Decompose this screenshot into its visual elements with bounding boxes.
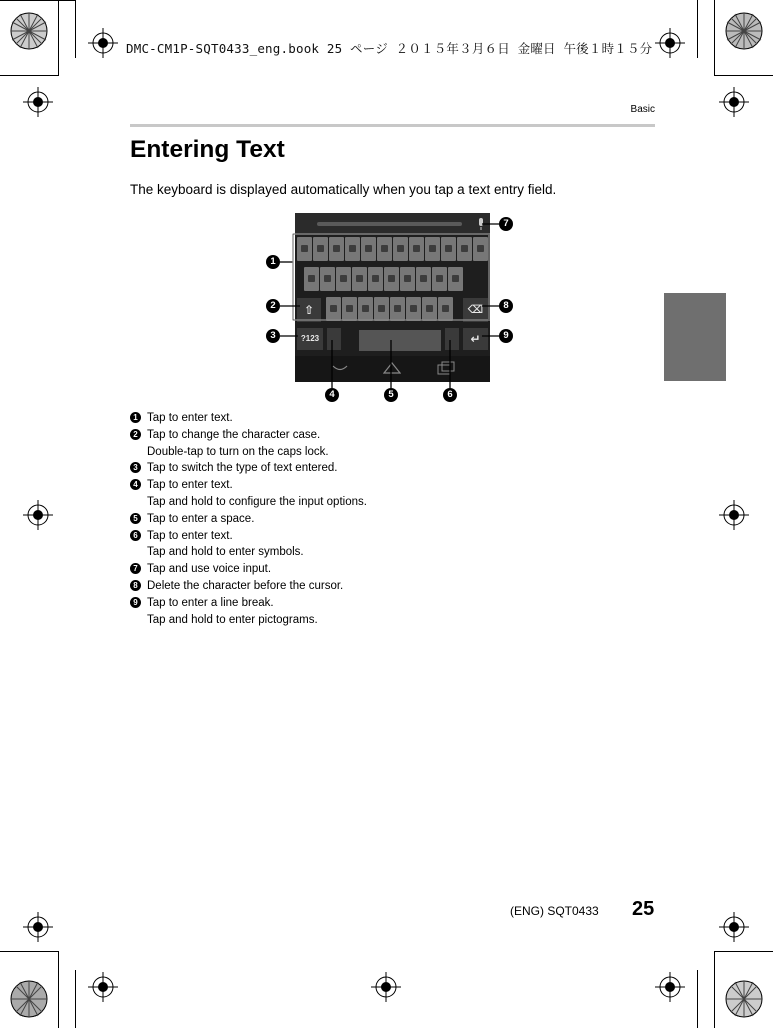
legend-item <box>130 595 550 612</box>
registration-mark-icon <box>655 28 685 58</box>
registration-mark-icon <box>23 87 53 117</box>
legend-item <box>130 427 550 444</box>
registration-mark-icon <box>719 500 749 530</box>
legend-number: 8 <box>130 580 141 591</box>
legend-number: 2 <box>130 429 141 440</box>
legend-text: Tap to enter a line break. <box>147 596 274 609</box>
legend-text: Tap and hold to enter symbols. <box>147 546 304 559</box>
legend-number: 6 <box>130 530 141 541</box>
legend-list <box>130 410 550 628</box>
legend-item <box>130 528 550 545</box>
legend-text: Tap to enter text. <box>147 479 233 492</box>
legend-item <box>130 460 550 477</box>
legend-item-note <box>130 612 550 629</box>
enter-key: ↵ <box>463 328 488 350</box>
registration-mark-icon <box>719 912 749 942</box>
legend-text: Tap to enter text. <box>147 412 233 424</box>
legend-number: 3 <box>130 462 141 473</box>
legend-text: Tap to enter text. <box>147 529 233 542</box>
starburst-mark-icon <box>724 11 764 51</box>
legend-item <box>130 410 550 427</box>
header-rule <box>130 124 655 127</box>
legend-item-note <box>130 494 550 511</box>
callout-2: 2 <box>266 299 280 313</box>
callout-leaders <box>260 210 520 400</box>
legend-item <box>130 578 550 595</box>
footer-code: (ENG) SQT0433 <box>510 904 599 918</box>
legend-text: Tap to switch the type of text entered. <box>147 462 338 475</box>
legend-item <box>130 561 550 578</box>
registration-mark-icon <box>23 912 53 942</box>
backspace-key: ⌫ <box>463 298 488 322</box>
legend-text: Tap to enter a space. <box>147 512 255 525</box>
registration-mark-icon <box>88 28 118 58</box>
print-header: DMC-CM1P-SQT0433_eng.book 25 ページ ２０１５年３月６日 金曜日 午後１時１５分 <box>126 41 653 56</box>
legend-text: Tap and use voice input. <box>147 563 272 576</box>
legend-text: Tap to change the character case. <box>147 428 321 441</box>
legend-text: Delete the character before the cursor. <box>147 579 344 592</box>
registration-mark-icon <box>719 87 749 117</box>
page-title: Entering Text <box>130 136 285 163</box>
page-number: 25 <box>632 898 655 920</box>
intro-text: The keyboard is displayed automatically when you tap a text entry field. <box>130 182 557 197</box>
legend-number: 1 <box>130 412 141 423</box>
callout-9: 9 <box>499 329 513 343</box>
legend-text: Tap and hold to configure the input options. <box>147 495 367 508</box>
legend-item-note <box>130 444 550 461</box>
registration-mark-icon <box>655 972 685 1002</box>
legend-number: 4 <box>130 479 141 490</box>
starburst-mark-icon <box>9 979 49 1019</box>
legend-item <box>130 477 550 494</box>
legend-item <box>130 511 550 528</box>
legend-item-note <box>130 544 550 561</box>
chapter-tab <box>664 293 726 381</box>
legend-number: 9 <box>130 597 141 608</box>
starburst-mark-icon <box>724 979 764 1019</box>
section-label: Basic <box>630 104 655 115</box>
callout-7: 7 <box>499 217 513 231</box>
shift-key: ⇧ <box>297 298 321 322</box>
legend-number: 7 <box>130 563 141 574</box>
registration-mark-icon <box>88 972 118 1002</box>
legend-number: 5 <box>130 513 141 524</box>
callout-5: 5 <box>384 388 398 402</box>
registration-mark-icon <box>23 500 53 530</box>
callout-3: 3 <box>266 329 280 343</box>
symbols-key-label: ?123 <box>300 334 320 343</box>
registration-mark-icon <box>371 972 401 1002</box>
legend-text: Double-tap to turn on the caps lock. <box>147 445 329 458</box>
callout-4: 4 <box>325 388 339 402</box>
starburst-mark-icon <box>9 11 49 51</box>
callout-8: 8 <box>499 299 513 313</box>
legend-text: Tap and hold to enter pictograms. <box>147 613 318 626</box>
callout-6: 6 <box>443 388 457 402</box>
callout-1: 1 <box>266 255 280 269</box>
